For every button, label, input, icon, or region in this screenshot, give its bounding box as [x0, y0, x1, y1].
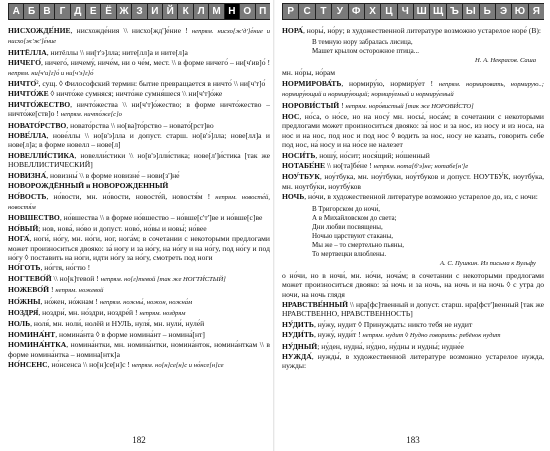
entry-headword: НО́ЖНЫ: [8, 296, 41, 306]
entry-text: , нитёллы \\ ни[т'э]лла; ните[лл]а и ните[л]а: [46, 47, 188, 57]
dictionary-entry: [282, 320, 544, 329]
alphabet-letter: Д: [70, 3, 86, 20]
alphabet-letter: Ф: [348, 3, 365, 20]
dictionary-entry: [282, 352, 544, 371]
dictionary-entry: [8, 171, 270, 180]
alphabet-letter: Й: [162, 3, 178, 20]
entry-headword: НОМИНА́НТКА: [8, 340, 67, 350]
dictionary-entry: [8, 274, 270, 284]
entry-text: , норы́, но́ру; в художественной литературе возможно устарелое норе́ (В):: [302, 26, 542, 35]
alphabet-letter: К: [177, 3, 193, 20]
poem-line: Ночью царствуют стаканы,: [312, 231, 394, 240]
dictionary-entry: [8, 263, 270, 272]
dictionary-entry: [8, 213, 270, 222]
entry-text: , номина́нтки, мн. номина́нтки, номина́нток, номина́нткам \\ в форме номина́нтка – номина[нтк]а: [8, 340, 270, 359]
entry-text: , ноу́тбука, мн. ноу́тбуки, ноу́тбуков и допуст. НОУТБУ́К, ноутбу́ка, мн. ноутбу́ки, ноутбу́ков: [282, 172, 544, 191]
dictionary-entry: [8, 308, 270, 318]
entry-text: , но́вшества \\ в форме но́вшество – но́вше[с'т']ве и но́вше[с]ве: [59, 213, 263, 223]
entry-text: , но́чи, в художественной литературе возможно устарелое до, из, с ночи:: [304, 192, 538, 202]
dictionary-entry: [8, 340, 270, 359]
entry-text: , но́вости, мн. но́вости, новосте́й, новостя́м !: [46, 191, 216, 201]
entry-headword: НО́ВОСТЬ: [8, 191, 47, 201]
entry-list-left: [8, 26, 270, 370]
alphabet-letter: Б: [23, 3, 39, 20]
alphabet-letter: А: [8, 3, 24, 20]
page-number-right: 183: [406, 435, 420, 445]
alphabet-letter: Ь: [479, 3, 496, 20]
dictionary-entry: [8, 192, 270, 213]
entry-headword: НОТАБЕ́НЕ: [282, 161, 326, 171]
entry-headword: НУ́ДНЫЙ: [282, 341, 318, 351]
dictionary-entry: [282, 151, 544, 160]
alphabet-letter: Щ: [429, 3, 446, 20]
entry-headword: НОВЕ́ЛЛА: [8, 131, 47, 141]
dictionary-entry: [282, 192, 544, 201]
entry-note: непрям. ни[ч'и]г]о́ и ни[ч'э]г]о́: [8, 69, 94, 77]
alphabet-letter: Ы: [462, 3, 479, 20]
alphabet-letter: Ч: [397, 3, 414, 20]
alphabet-letter: С: [298, 3, 315, 20]
alphabet-bar-left: [8, 3, 270, 20]
entry-text: , ношу́, но́сит; нося́щий; но́шенный: [315, 150, 430, 160]
alphabet-letter: У: [331, 3, 348, 20]
dictionary-entry: [282, 330, 544, 340]
entry-note: непрям. нисхо[ж'д']е́ние и нисхо[ж'ж']е́ние: [8, 28, 270, 46]
entry-text: , нужды́, в художественной литературе возможно устарелое нужда, нужды:: [282, 351, 544, 371]
poem-line: А в Михайловском до света;: [312, 213, 397, 222]
dictionary-entry: [282, 112, 544, 150]
entry-headword: НО́ВЫЙ: [8, 223, 39, 233]
dictionary-entry: [282, 101, 544, 111]
entry-note: непрям. нота[б'э]не; нотабе[н']е: [373, 163, 469, 171]
dictionary-entry: [8, 121, 270, 130]
dictionary-entry: [282, 68, 544, 77]
entry-text: , но́жен, но́жнам !: [40, 296, 100, 306]
entry-note: непрям. но[н]се[н]с и но́нсе[н]се: [131, 362, 224, 369]
entry-headword: НУДИ́ТЬ: [282, 330, 314, 340]
entry-headword: НОВШЕСТВО: [8, 213, 60, 223]
entry-headword: НОЗДРЯ́: [8, 307, 39, 317]
entry-headword: НОРА́: [282, 26, 303, 35]
entry-headword: НО́ГОТЬ: [8, 263, 41, 273]
alphabet-letter: О: [239, 3, 255, 20]
alphabet-letter: Ш: [413, 3, 430, 20]
entry-headword: НОУ́ТБУК: [282, 172, 320, 182]
book-gutter: [273, 0, 275, 451]
entry-text: \\ но[та]бе́не !: [325, 161, 374, 171]
entry-text: !: [339, 100, 346, 110]
entry-text: , нужу́, нуди́т !: [313, 330, 363, 340]
alphabet-letter: Ъ: [446, 3, 463, 20]
entry-headword: НОЖЕВО́Й: [8, 285, 50, 295]
entry-text: , новато́рства \\ но[ва]то́рство – новато́[рст]во: [66, 120, 214, 130]
entry-text: , новизны́ \\ в форме новизне́ – нови[з']не́: [46, 170, 180, 180]
entry-note: непрям. нудит ◊ Нудно говорить: ребёнок нудит: [362, 332, 501, 340]
entry-text: , ноздри́, мн. но́здри, ноздре́й !: [38, 307, 140, 317]
entry-text: , но́гтя, но́гтю !: [40, 263, 91, 273]
alphabet-letter: Ж: [116, 3, 132, 20]
entry-note: непрям. но[г]тевой [так же НОГТИ́СТЫЙ]: [100, 275, 226, 283]
alphabet-letter: М: [208, 3, 224, 20]
dictionary-entry: [8, 89, 270, 98]
entry-text: , нисхожде́ния \\ нисхо[жд']е́ние !: [70, 26, 192, 35]
dictionary-entry: [8, 285, 270, 295]
entry-headword: НИСХОЖДЕ́НИЕ: [8, 26, 71, 35]
alphabet-letter: Т: [315, 3, 332, 20]
entry-note: непрям. ничто́же[с]о: [60, 111, 122, 119]
poem-line: Дни любви посвящены,: [312, 222, 383, 231]
entry-text: \\ но[к]тевой !: [51, 273, 101, 283]
dictionary-entry: [8, 100, 270, 120]
poem-source: Н. А. Некрасов. Саша: [475, 57, 536, 65]
entry-note: непрям. ножевой: [55, 287, 104, 295]
entry-text: ; нов, нова́, но́во и допуст. ново́, но́вы и новы́; но́вее: [38, 223, 207, 233]
dictionary-entry: [8, 224, 270, 233]
dictionary-entry: [8, 58, 270, 78]
entry-headword: НОВОРОЖДЁННЫЙ и НОВОРОЖДЕННЫЙ: [8, 181, 169, 191]
poem-line: Мы же – то смертельно пьяны,: [312, 240, 405, 249]
entry-text: , номина́нта ◊ в форме номина́нт – номина́[нт]: [55, 329, 205, 339]
entry-text: , ноги́, но́гу, мн. но́ги, ног, нога́м; в сочетании с некоторыми предлогами может произноситься двояко: за́ ногу и за но́гу, на но́гу и на но́гу, под но́гу и под но́гу ◊ поставить на но́ги, идти но́гу за но́гу, смотреть под ноги: [8, 234, 270, 262]
entry-headword: НОЧЬ: [282, 192, 305, 202]
entry-note: непрям. ножны́, ножон, ножна́м: [99, 298, 193, 306]
dictionary-entry: [282, 271, 544, 299]
alphabet-letter: П: [255, 3, 271, 20]
entry-headword: НРАВСТВЕ́ННЫЙ: [282, 299, 348, 309]
dictionary-entry: [8, 330, 270, 339]
entry-headword: НОРМИРОВА́ТЬ: [282, 78, 342, 88]
entry-headword: НУ́ДИТЬ: [282, 319, 314, 329]
entry-headword: НУЖДА́: [282, 351, 312, 361]
entry-text: , нормиру́ю, нормиру́ет !: [341, 78, 439, 88]
alphabet-letter: Ё: [100, 3, 116, 20]
left-page: [8, 0, 270, 451]
alphabet-bar-right: [282, 3, 544, 20]
entry-text: , но́нсенса \\ но[н]се[н]с !: [47, 360, 132, 369]
poem-source: А. С. Пушкин. Из письма к Вульфу: [440, 259, 536, 267]
entry-headword: НОС: [282, 112, 300, 122]
alphabet-letter: Э: [495, 3, 512, 20]
entry-text: , ничто́жества \\ ни[ч'т]о́жество; в форме ничто́жество – ничто́же[ств]о !: [8, 99, 270, 119]
entry-text: \\ нра[фс]твенный и допуст. старш. нра[фст']венный [так же НРАВСТВЕННО, НРАВСТВЕННОСТЬ]: [282, 299, 544, 319]
dictionary-entry: [8, 234, 270, 262]
entry-headword: НИЧТО́ЖЕ: [8, 89, 49, 99]
poem-line: В темную нору забралась лисица,: [312, 38, 413, 47]
entry-headword: НОВИЗНА́: [8, 170, 47, 180]
alphabet-letter: Н: [224, 3, 240, 20]
dictionary-entry: [8, 297, 270, 307]
entry-text: , новелли́стики \\ но[в'э]лли́стика; нове[л']и́стика [так же НОВЕЛЛИСТИЧЕСКИЙ]: [8, 150, 270, 170]
entry-text: , ничего́, ничему́, ниче́м, ни о че́м, мест. \\ в форме ничего́ – ни[ч'ив]о́ !: [41, 58, 270, 68]
entry-text: ◊ ничто́же сумняся; ничто́же сумня́шеся \\ ни[ч'т]о́же: [48, 89, 223, 99]
alphabet-letter: Р: [282, 3, 299, 20]
poem-quote: [312, 38, 544, 65]
poem-line: То мертвецки влюблены.: [312, 249, 387, 258]
entry-headword: НИЧЕГО́: [8, 58, 42, 68]
dictionary-entry: [8, 79, 270, 88]
entry-list-right: [282, 26, 544, 371]
entry-note: непрям. норо́вистый [так же НОРОВИ́СТО]: [345, 102, 474, 110]
alphabet-letter: Г: [54, 3, 70, 20]
entry-text: , нове́ллы \\ но[в'э]лла и допуст. старш. но[в'э́]лла; нове[лл]а и нове[л]а; в форме новелл – нове[л]: [8, 131, 270, 150]
entry-headword: НОЛЬ: [8, 319, 31, 329]
entry-text: , ноля́, мн. ноли́, нолёй и НУЛЬ, нуля́, мн. нули́, нуле́й: [30, 319, 205, 329]
page-number-left: 182: [132, 435, 146, 445]
dictionary-entry: [8, 181, 270, 190]
dictionary-entry: [282, 300, 544, 319]
entry-text: о но́чи, но в ночи́, мн. но́чи, ноча́м; в сочетании с некоторыми предлогами может произноситься двояко: за́ ночь и за ночь, на ночь и на ночь ◊ с утра до ночи, на ночь глядя: [282, 270, 544, 299]
entry-headword: НО́НСЕНС: [8, 360, 48, 369]
entry-headword: НИЧТО́: [8, 79, 37, 89]
alphabet-letter: Я: [528, 3, 544, 20]
dictionary-entry: [8, 151, 270, 170]
alphabet-letter: З: [131, 3, 147, 20]
dictionary-entry: [8, 131, 270, 150]
right-page: [282, 0, 544, 451]
alphabet-letter: И: [147, 3, 163, 20]
entry-text: ; ну́ден, нудна́, ну́дно, ну́дны и нудны́; нудне́е: [317, 341, 464, 351]
dictionary-entry: [8, 319, 270, 328]
dictionary-entry: [282, 26, 544, 35]
entry-note: непрям. нормировать, нормирую..; нормиру́ющий и нормиру́ющий; нормиру́емый и нормиру́емый: [282, 80, 544, 99]
alphabet-letter: Ю: [511, 3, 528, 20]
entry-text: !: [49, 285, 56, 295]
entry-text: , ну́жу, нудит ◊ Принуждать: никто тебя не нудит: [313, 319, 473, 329]
alphabet-letter: В: [39, 3, 55, 20]
entry-headword: НОГТЕВО́Й: [8, 273, 52, 283]
entry-text: ², сущ. ◊ Философский термин: бытие превращается в ничто́ \\ ни[ч'т]о́: [36, 79, 266, 89]
poem-line: Машет крылом осторожное птица...: [312, 47, 420, 56]
dictionary-entry: [8, 48, 270, 57]
entry-headword: НИЧТО́ЖЕСТВО: [8, 99, 71, 109]
dictionary-entry: [282, 79, 544, 100]
entry-text: мн. но́ры, но́рам: [282, 68, 336, 78]
entry-text: , но́са, о но́се, но на носу́ мн. носы́, носа́м; в сочетании с некоторыми предлогами может произноситься двояко: за́ нос и за нос, из носу и из носа, на нос и на нос, под нос и под нос ◊ водить за нос, носу не казать, говорить себе под нос, на́ носу и на но́се не налезет: [282, 112, 544, 150]
poem-line: В Тригорском до ночи́,: [312, 204, 380, 213]
dictionary-entry: [8, 360, 270, 370]
dictionary-entry: [8, 26, 270, 47]
entry-note: непрям. ноздрям: [139, 309, 186, 317]
entry-headword: НОРОВИ́СТЫЙ: [282, 100, 340, 110]
dictionary-entry: [282, 161, 544, 171]
entry-headword: НОВАТО́РСТВО: [8, 120, 67, 130]
entry-headword: НОГА́: [8, 234, 30, 244]
entry-headword: НИТЁЛЛА: [8, 47, 47, 57]
entry-headword: НОСИ́ТЬ: [282, 150, 316, 160]
alphabet-letter: Ц: [380, 3, 397, 20]
poem-quote: [312, 205, 544, 268]
alphabet-letter: Х: [364, 3, 381, 20]
entry-note: непрям. новосте́й, новостя́м: [8, 193, 270, 211]
alphabet-letter: Е: [85, 3, 101, 20]
dictionary-entry: [282, 342, 544, 351]
dictionary-entry: [282, 172, 544, 191]
alphabet-letter: Л: [193, 3, 209, 20]
entry-headword: НОВЕЛЛИ́СТИКА: [8, 150, 75, 160]
entry-headword: НОМИНА́НТ: [8, 329, 56, 339]
